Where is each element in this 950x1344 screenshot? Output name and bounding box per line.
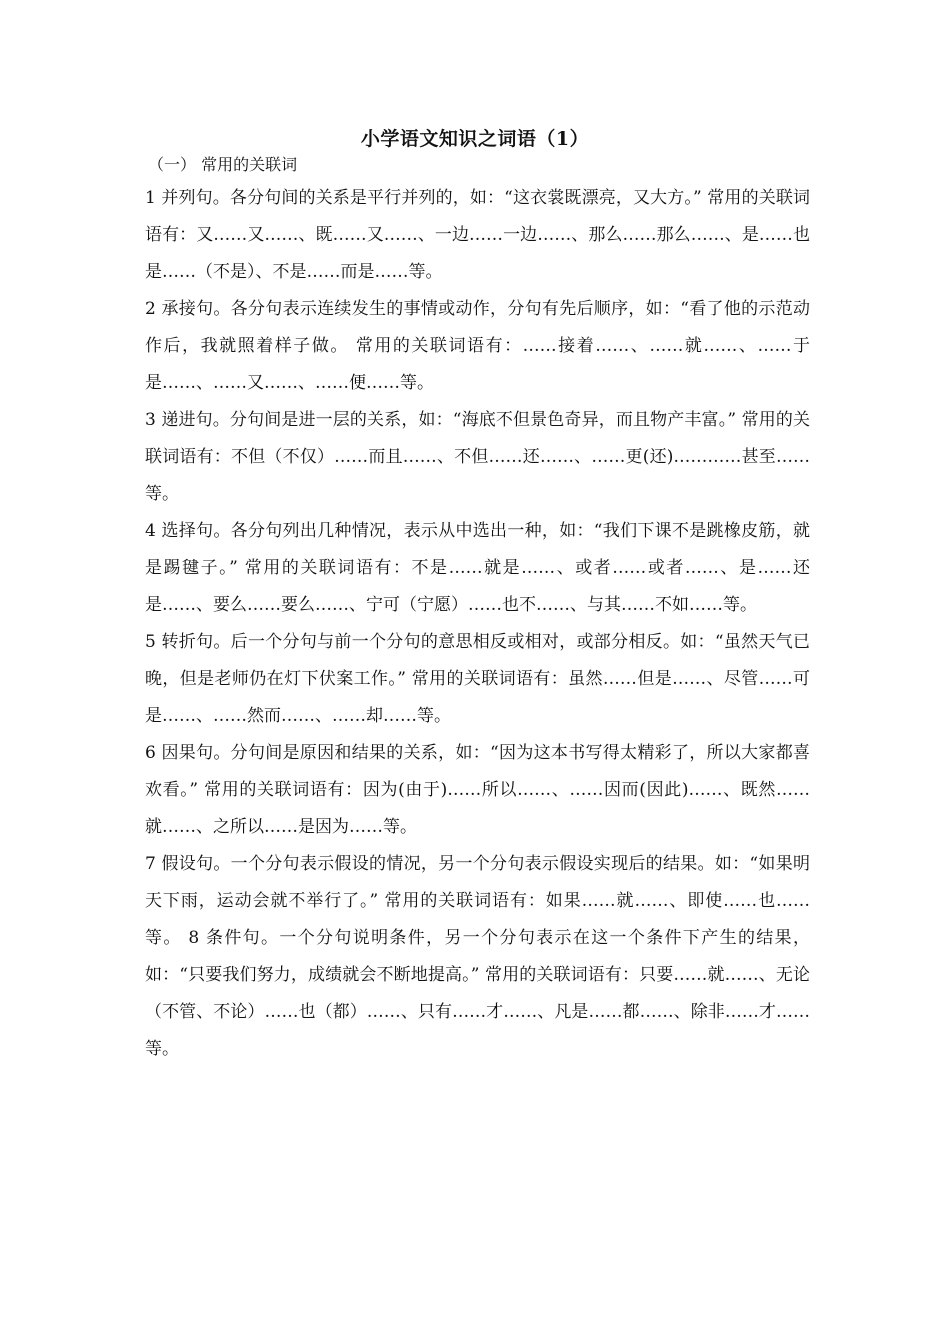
paragraph-progressive-sentence: 3 递进句。分句间是进一层的关系，如：“海底不但景色奇异，而且物产丰富。” 常用的关联词语有：不但（不仅）……而且……、不但……还……、……更(还)…………甚至……等。 [145,410,810,504]
paragraph-coordinate-sentence: 1 并列句。各分句间的关系是平行并列的，如：“这衣裳既漂亮，又大方。” 常用的关联词语有：又……又……、既……又……、一边……一边……、那么……那么……、是……也是……（不是）、不是……而是……等。 [145,188,810,282]
paragraph-hypothetical-conditional-sentence: 7 假设句。一个分句表示假设的情况，另一个分句表示假设实现后的结果。如：“如果明天下雨，运动会就不举行了。” 常用的关联词语有：如果……就……、即使……也……等。 8 条件句。一个分句说明条件，另一个分句表示在这一个条件下产生的结果，如：“只要我们努力，成绩就会不断地提高。” 常用的关联词语有：只要……就……、无论（不管、不论）……也（都）……、只有……才……、凡是……都……、除非……才……等。 [145,854,810,1059]
section-heading: （一） 常用的关联词 [148,155,298,174]
document-title: 小学语文知识之词语（1） [360,128,590,150]
document-body [145,180,810,1068]
paragraph-causal-sentence: 6 因果句。分句间是原因和结果的关系，如：“因为这本书写得太精彩了，所以大家都喜欢看。” 常用的关联词语有：因为(由于)……所以……、……因而(因此)……、既然……就……、之所以……是因为……等。 [145,743,810,837]
paragraph-sequential-sentence: 2 承接句。各分句表示连续发生的事情或动作，分句有先后顺序，如：“看了他的示范动作后，我就照着样子做。 常用的关联词语有：……接着……、……就……、……于是……、……又……、……便……等。 [145,299,810,393]
paragraph-adversative-sentence: 5 转折句。后一个分句与前一个分句的意思相反或相对，或部分相反。如：“虽然天气已晚，但是老师仍在灯下伏案工作。” 常用的关联词语有：虽然……但是……、尽管……可是……、……然而……、……却……等。 [145,632,810,726]
paragraph-alternative-sentence: 4 选择句。各分句列出几种情况，表示从中选出一种，如：“我们下课不是跳橡皮筋，就是踢毽子。” 常用的关联词语有：不是……就是……、或者……或者……、是……还是……、要么……要么……、宁可（宁愿）……也不……、与其……不如……等。 [145,521,810,615]
